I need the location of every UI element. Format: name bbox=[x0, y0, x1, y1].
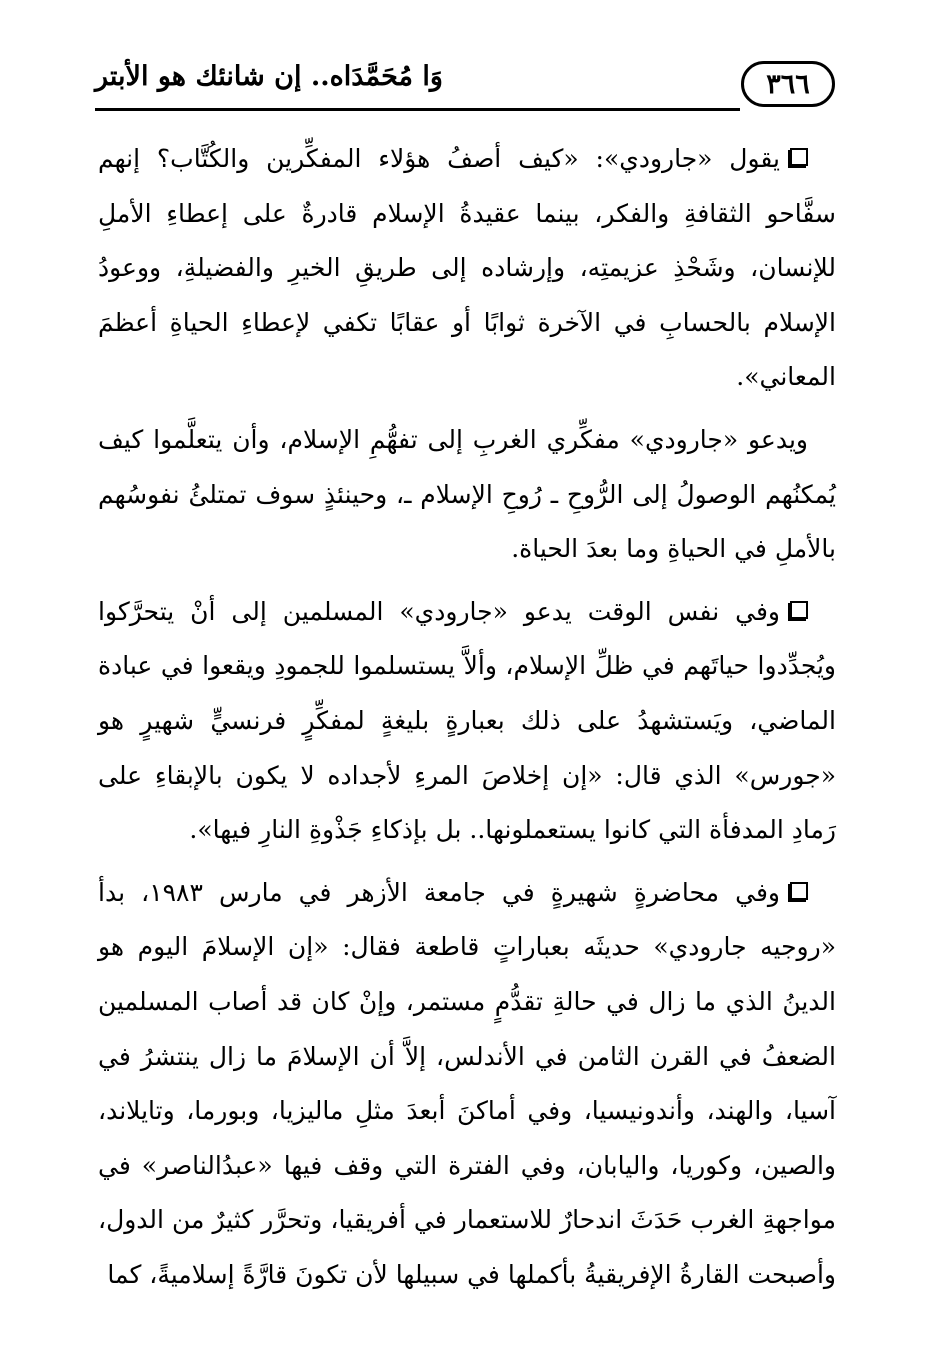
header-rule bbox=[95, 108, 740, 111]
paragraph-4 bbox=[98, 866, 836, 1303]
square-bullet-icon bbox=[790, 601, 808, 619]
square-bullet-icon bbox=[790, 148, 808, 166]
paragraph-3 bbox=[98, 585, 836, 858]
running-title: وَا مُحَمَّدَاه.. إن شانئك هو الأبتر bbox=[95, 61, 443, 92]
paragraph-2 bbox=[98, 413, 836, 577]
paragraph-text: وفي محاضرةٍ شهيرةٍ في جامعة الأزهر في مارس ١٩٨٣، بدأ «روجيه جارودي» حديثَه بعباراتٍ قاطعة فقال: «إن الإسلامَ اليوم هو الدينُ الذي ما زال في حالةِ تقدُّمٍ مستمر، وإنْ كان قد أصاب المسلمين الضعفُ في القرن الثامن في الأندلس، إلاَّ أن الإسلامَ ما زال ينتشرُ في آسيا، والهند، وأندونيسيا، وفي أماكنَ أبعدَ مثلِ ماليزيا، وبورما، وتايلاند، والصين، وكوريا، واليابان، وفي الفترة التي وقف فيها «عبدُالناصر» في مواجهةِ الغرب حَدَثَ اندحارٌ للاستعمار في أفريقيا، وتحرَّر كثيرٌ من الدول، وأصبحت القارةُ الإفريقيةُ بأكملها في سبيلها لأن تكونَ قارَّةً إسلاميةً، كما bbox=[98, 877, 836, 1289]
page-number-badge bbox=[741, 61, 835, 107]
page-header bbox=[95, 55, 835, 111]
page-body bbox=[98, 132, 836, 1302]
square-bullet-icon bbox=[790, 882, 808, 900]
page-number: ٣٦٦ bbox=[766, 68, 810, 100]
paragraph-text: ويدعو «جارودي» مفكِّري الغربِ إلى تفهُّمِ الإسلام، وأن يتعلَّموا كيف يُمكنُهم الوصولُ إلى الرُّوحِ ـ رُوحِ الإسلام ـ، وحينئذٍ سوف تمتلئُ نفوسُهم بالأملِ في الحياةِ وما بعدَ الحياة. bbox=[98, 424, 836, 564]
paragraph-1 bbox=[98, 132, 836, 405]
paragraph-text: يقول «جارودي»: «كيف أصفُ هؤلاء المفكِّرين والكُتَّاب؟ إنهم سفَّاحو الثقافةِ والفكر، بينما عقيدةُ الإسلام قادرةٌ على إعطاءِ الأملِ للإنسان، وشَحْذِ عزيمتِه، وإرشاده إلى طريقِ الخيرِ والفضيلةِ، ووعودُ الإسلام بالحسابِ في الآخرة ثوابًا أو عقابًا تكفي لإعطاءِ الحياةِ أعظمَ المعاني». bbox=[98, 144, 836, 392]
paragraph-text: وفي نفس الوقت يدعو «جارودي» المسلمين إلى أنْ يتحرَّكوا ويُجدِّدوا حياتَهم في ظلِّ الإسلام، وألاَّ يستسلموا للجمودِ ويقعوا في عبادة الماضي، ويَستشهدُ على ذلك بعبارةٍ بليغةٍ لمفكِّرٍ فرنسيٍّ شهيرٍ هو «جورس» الذي قال: «إن إخلاصَ المرءِ لأجداده لا يكون بالإبقاءِ على رَمادِ المدفأة التي كانوا يستعملونها.. بل بإذكاءِ جَذْوةِ النارِ فيها». bbox=[98, 596, 836, 845]
